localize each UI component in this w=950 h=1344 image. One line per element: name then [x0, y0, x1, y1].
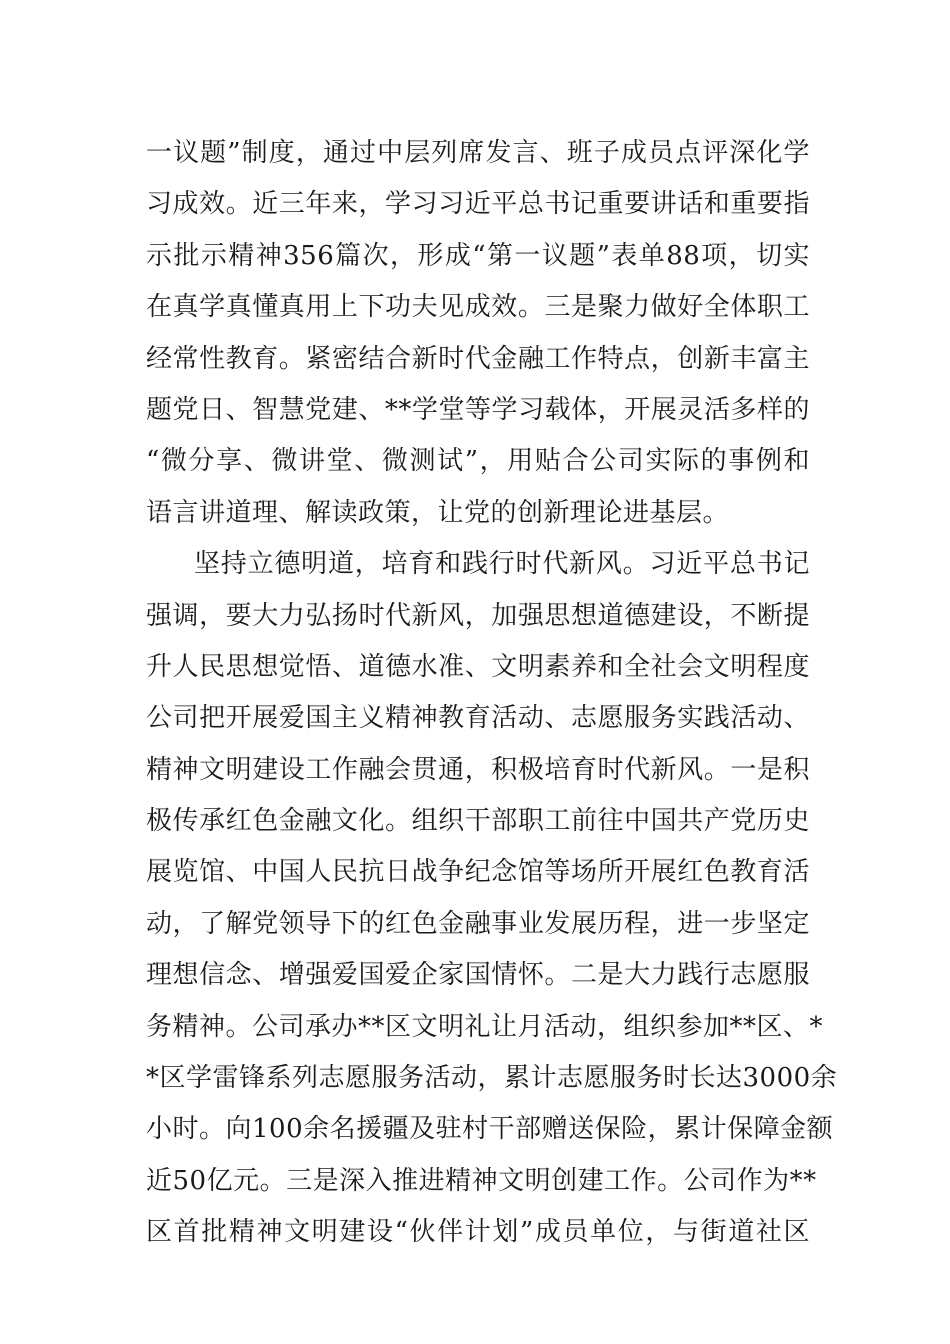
text-line: 理想信念、增强爱国爱企家国情怀。二是大力践行志愿服 — [146, 960, 810, 991]
text-line: 精神文明建设工作融会贯通，积极培育时代新风。一是积 — [146, 754, 810, 785]
text-line: 升人民思想觉悟、道德水准、文明素养和全社会文明程度 — [146, 651, 810, 682]
text-line: 动，了解党领导下的红色金融事业发展历程，进一步坚定 — [146, 908, 810, 939]
text-line: 示批示精神356篇次，形成“第一议题”表单88项，切实 — [146, 240, 810, 271]
text-line: 公司把开展爱国主义精神教育活动、志愿服务实践活动、 — [146, 703, 810, 734]
text-line: 坚持立德明道，培育和践行时代新风。习近平总书记 — [194, 549, 810, 580]
text-line: 展览馆、中国人民抗日战争纪念馆等场所开展红色教育活 — [146, 857, 810, 888]
text-line: 务精神。公司承办**区文明礼让月活动，组织参加**区、* — [146, 1011, 824, 1042]
paragraph-2 — [146, 539, 838, 1258]
text-line: 小时。向100余名援疆及驻村干部赠送保险，累计保障金额 — [146, 1114, 834, 1145]
text-line: 一议题”制度，通过中层列席发言、班子成员点评深化学 — [146, 138, 810, 168]
text-line: 近50亿元。三是深入推进精神文明创建工作。公司作为** — [146, 1165, 817, 1196]
text-line: 习成效。近三年来，学习习近平总书记重要讲话和重要指 — [146, 189, 810, 220]
text-line: “微分享、微讲堂、微测试”，用贴合公司实际的事例和 — [146, 446, 810, 477]
text-line: 题党日、智慧党建、**学堂等学习载体，开展灵活多样的 — [146, 394, 810, 425]
text-line: 极传承红色金融文化。组织干部职工前往中国共产党历史 — [146, 806, 810, 837]
text-line: *区学雷锋系列志愿服务活动，累计志愿服务时长达3000余 — [146, 1063, 838, 1094]
text-line: 语言讲道理、解读政策，让党的创新理论进基层。 — [146, 497, 730, 528]
text-line: 强调，要大力弘扬时代新风，加强思想道德建设，不断提 — [146, 600, 810, 631]
text-line: 经常性教育。紧密结合新时代金融工作特点，创新丰富主 — [146, 343, 810, 374]
document-body — [146, 128, 838, 1259]
text-line: 在真学真懂真用上下功夫见成效。三是聚力做好全体职工 — [146, 292, 810, 323]
text-line: 区首批精神文明建设“伙伴计划”成员单位，与街道社区 — [146, 1217, 810, 1248]
paragraph-1 — [146, 128, 810, 539]
